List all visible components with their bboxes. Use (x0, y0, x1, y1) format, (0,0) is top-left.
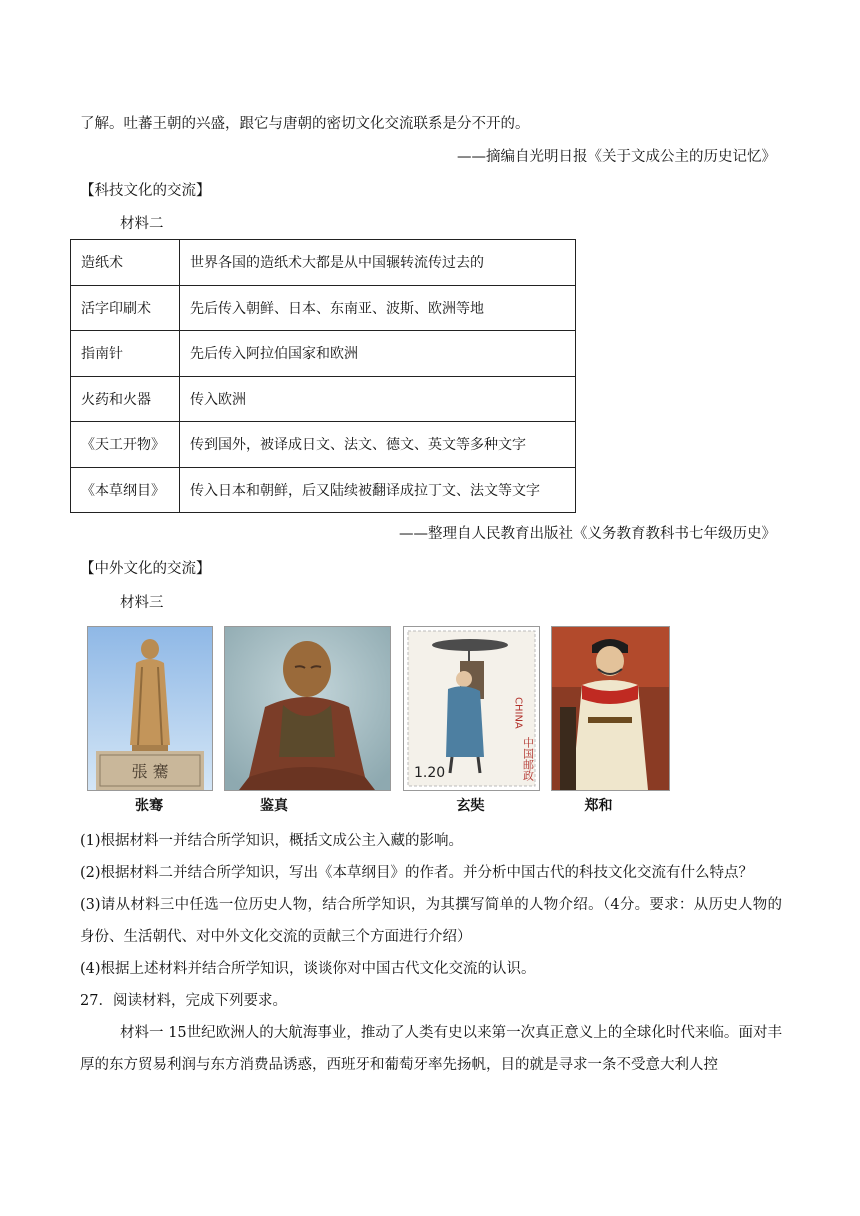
table-cell-item: 造纸术 (71, 240, 180, 286)
section-heading-tech: 【科技文化的交流】 (80, 183, 211, 199)
caption-zhang-qian: 张骞 (135, 798, 163, 814)
table-row (71, 285, 576, 331)
table-row (71, 376, 576, 422)
stamp-postal-text: 中国邮政 (521, 737, 535, 781)
statue-base-inscription: 張 騫 (131, 762, 169, 781)
q27-material-1: 材料一 15世纪欧洲人的大航海事业，推动了人类有史以来第一次真正意义上的全球化时代来临。面对丰厚的东方贸易利润与东方消费品诱惑，西班牙和葡萄牙率先扬帆，目的就是寻求一条不受意大利人控 (80, 1025, 782, 1073)
material-3-label: 材料三 (120, 595, 164, 611)
material-2-label: 材料二 (120, 216, 164, 232)
question-27: 27．阅读材料，完成下列要求。 (80, 993, 287, 1009)
table-cell-item: 《本草纲目》 (71, 467, 180, 513)
question-4: (4)根据上述材料并结合所学知识，谈谈你对中国古代文化交流的认识。 (80, 961, 536, 977)
table-row (71, 240, 576, 286)
table-cell-item: 活字印刷术 (71, 285, 180, 331)
table-cell-desc: 世界各国的造纸术大都是从中国辗转流传过去的 (180, 240, 576, 286)
table-cell-item: 指南针 (71, 331, 180, 377)
source-citation-2: ——整理自人民教育出版社《义务教育教科书七年级历史》 (399, 526, 776, 542)
caption-jianzhen: 鉴真 (260, 798, 288, 814)
table-row (71, 331, 576, 377)
intro-tail-text: 了解。吐蕃王朝的兴盛，跟它与唐朝的密切文化交流联系是分不开的。 (80, 116, 530, 132)
table-cell-desc: 传入欧洲 (180, 376, 576, 422)
zhang-qian-statue-image (87, 626, 213, 791)
stamp-country-text: CHINA (512, 697, 524, 729)
section-heading-culture: 【中外文化的交流】 (80, 561, 211, 577)
questions-block (80, 825, 782, 1081)
question-3: (3)请从材料三中任选一位历史人物，结合所学知识，为其撰写简单的人物介绍。（4分。要求：从历史人物的身份、生活朝代、对中外文化交流的贡献三个方面进行介绍） (80, 897, 782, 945)
stamp-value-text: 1.20 (414, 765, 446, 781)
table-row (71, 422, 576, 468)
table-cell-desc: 先后传入朝鲜、日本、东南亚、波斯、欧洲等地 (180, 285, 576, 331)
jianzhen-statue-image (224, 626, 391, 791)
caption-zheng-he: 郑和 (584, 798, 613, 814)
table-cell-desc: 先后传入阿拉伯国家和欧洲 (180, 331, 576, 377)
table-cell-item: 火药和火器 (71, 376, 180, 422)
tech-exchange-table (70, 239, 576, 513)
table-cell-desc: 传入日本和朝鲜，后又陆续被翻译成拉丁文、法文等文字 (180, 467, 576, 513)
table-row (71, 467, 576, 513)
xuanzang-stamp-image (403, 626, 540, 791)
question-2: (2)根据材料二并结合所学知识，写出《本草纲目》的作者。并分析中国古代的科技文化交流有什么特点？ (80, 865, 754, 881)
source-citation-1: ——摘编自光明日报《关于文成公主的历史记忆》 (457, 149, 776, 165)
zheng-he-painting-image (551, 626, 670, 791)
caption-xuanzang: 玄奘 (456, 798, 485, 814)
table-cell-desc: 传到国外，被译成日文、法文、德文、英文等多种文字 (180, 422, 576, 468)
question-1: (1)根据材料一并结合所学知识，概括文成公主入藏的影响。 (80, 833, 464, 849)
table-cell-item: 《天工开物》 (71, 422, 180, 468)
